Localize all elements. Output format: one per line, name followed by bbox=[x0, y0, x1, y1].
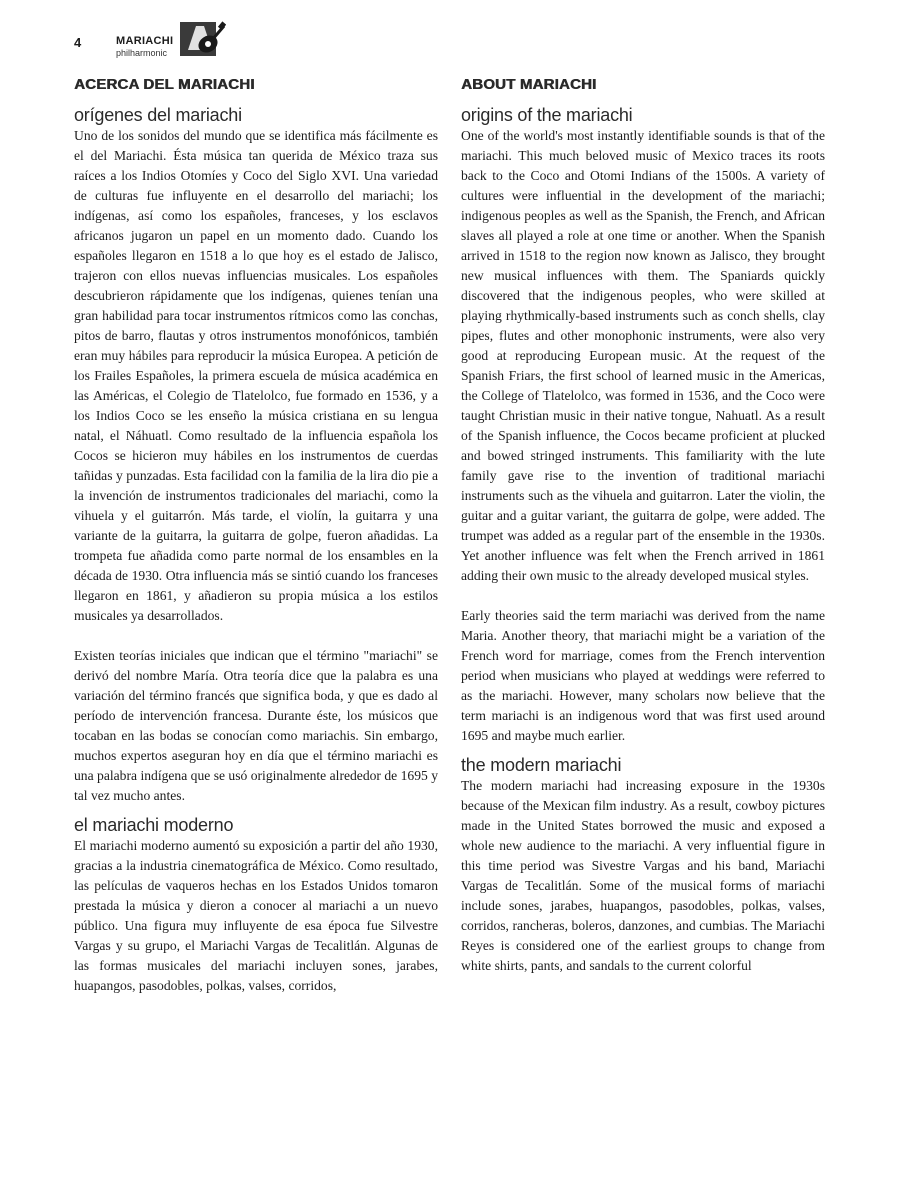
subtitle-origins-en: origins of the mariachi bbox=[461, 105, 633, 125]
paragraph-origins-en: One of the world's most instantly identifiable sounds is that of the mariachi. This much beloved music of Mexico traces its roots back to the Coco and Otomi Indians of the 1500s. A variety of cultures were influential in the development of the mariachi; indigenous peoples as well as the Spanish, the French, and African slaves all played a role at one time or another. When the Spanish arrived in 1518 to the region now known as Jalisco, they brought new musical influences with them. The Spaniards quickly discovered that the indigenous peoples, who were skilled at playing rhythmically-based instruments such as conch shells, clay pipes, flutes and other monophonic instruments, were also very good at reproducing European music. At the request of the Spanish Friars, the first school of learned music in the Americas, the College of Tlatelolco, was formed in 1536, and the Coco were taught Christian music in their native tongue, Nahuatl. As a result of the Spanish influence, the Cocos became proficient at plucked and bowed stringed instruments. This familiarity with the lute family gave rise to the invention of traditional mariachi instruments such as the vihuela and guitarron. Later the violin, the guitar and a guitar variant, the guitarra de golpe, were added. The trumpet was added as a regular part of the ensemble in the 1930s. Yet another influence was felt when the French arrived in 1861 adding their own music to the already developed musical styles. bbox=[461, 128, 825, 583]
spanish-column bbox=[74, 74, 438, 996]
paragraph-origins-es: Uno de los sonidos del mundo que se identifica más fácilmente es el del Mariachi. Ésta música tan querida de México traza sus raíces a los Indios Otomíes y Coco del Siglo XVI. Una variedad de culturas fue influyente en el desarrollo del mariachi; los indígenas, así como los españoles, franceses, y los esclavos africanos jugaron un papel en un momento dado. Cuando los españoles llegaron en 1518 a lo que hoy es el estado de Jalisco, trajeron con ellos nuevas influencias musicales. Los españoles descubrieron rápidamente que los indígenas, quienes tenían una gran habilidad para tocar instrumentos rítmicos como las conchas, pitos de barro, flautas y otros instrumentos monofónicos, también eran muy hábiles para reproducir la música Europea. A petición de los Frailes Españoles, la primera escuela de música académica en las Américas, el Colegio de Tlatelolco, fue formado en 1536, y a los Indios Coco se les enseño la música cristiana en su lengua natal, el Náhuatl. Como resultado de la influencia española los Cocos se hicieron muy hábiles en los instrumentos de cuerdas tañidas y punzadas. Esta facilidad con la familia de la lira dio pie a la invención de instrumentos tradicionales del mariachi, como la vihuela y el guitarrón. Más tarde, el violín, la guitarra y una variante de la guitarra, la guitarra de golpe, fueron añadidas. La trompeta fue añadida como parte normal de los ensambles en la década de 1930. Otra influencia más se sintió cuando los franceses llegaron en 1861, y añadieron su propia música a los estilos musicales ya desarrollados. bbox=[74, 128, 438, 623]
brand-subtitle: philharmonic bbox=[116, 48, 168, 58]
subtitle-origins-es: orígenes del mariachi bbox=[74, 105, 242, 125]
brand-name: MARIACHI bbox=[116, 35, 174, 47]
section-title-en: ABOUT MARIACHI bbox=[461, 76, 597, 93]
paragraph-theories-en: Early theories said the term mariachi was derived from the name Maria. Another theory, that mariachi might be a variation of the French word for marriage, comes from the French intervention period when musicians who played at weddings were referred to as the mariachi. However, many scholars now believe that the term mariachi is an indigenous word that was first used around 1695 and maybe much earlier. bbox=[461, 608, 825, 743]
page-header bbox=[74, 20, 294, 70]
english-column bbox=[461, 74, 825, 976]
subtitle-modern-en: the modern mariachi bbox=[461, 755, 622, 775]
paragraph-modern-es: El mariachi moderno aumentó su exposición a partir del año 1930, gracias a la industria cinematográfica de México. Como resultado, las películas de vaqueros hechas en los Estados Unidos tomaron prestada la música y dieron a conocer al mariachi a un nuevo público. Una figura muy influyente de esa época fue Silvestre Vargas y su grupo, el Mariachi Vargas de Tecalitlán. Algunas de las formas musicales del mariachi incluyen sones, jarabes, huapangos, pasodobles, polkas, valses, corridos, bbox=[74, 838, 438, 993]
section-title-es: ACERCA DEL MARIACHI bbox=[74, 76, 255, 93]
subtitle-modern-es: el mariachi moderno bbox=[74, 815, 234, 835]
page-number: 4 bbox=[74, 35, 82, 50]
paragraph-theories-es: Existen teorías iniciales que indican que el término "mariachi" se derivó del nombre María. Otra teoría dice que la palabra es una variación del término francés que significa boda, y que es dado al período de intervención francesa. Durante éste, los músicos que tocaban en las bodas se conocían como mariachis. Sin embargo, muchos expertos aseguran hoy en día que el término mariachi es una palabra indígena que se usó originalmente alrededor de 1695 y tal vez mucho antes. bbox=[74, 648, 438, 803]
guitar-logo-icon bbox=[178, 20, 226, 60]
paragraph-modern-en: The modern mariachi had increasing exposure in the 1930s because of the Mexican film industry. As a result, cowboy pictures made in the United States borrowed the music and exposed a whole new audience to the mariachi. A very influential figure in this time period was Sivestre Vargas and his band, Mariachi Vargas de Tecalitlán. Some of the musical forms of mariachi include sones, jarabes, huapangos, pasodobles, polkas, valses, corridos, rancheras, boleros, danzones, and cumbias. The Mariachi Reyes is considered one of the earliest groups to change from white shirts, pants, and sandals to the current colorful bbox=[461, 778, 825, 973]
